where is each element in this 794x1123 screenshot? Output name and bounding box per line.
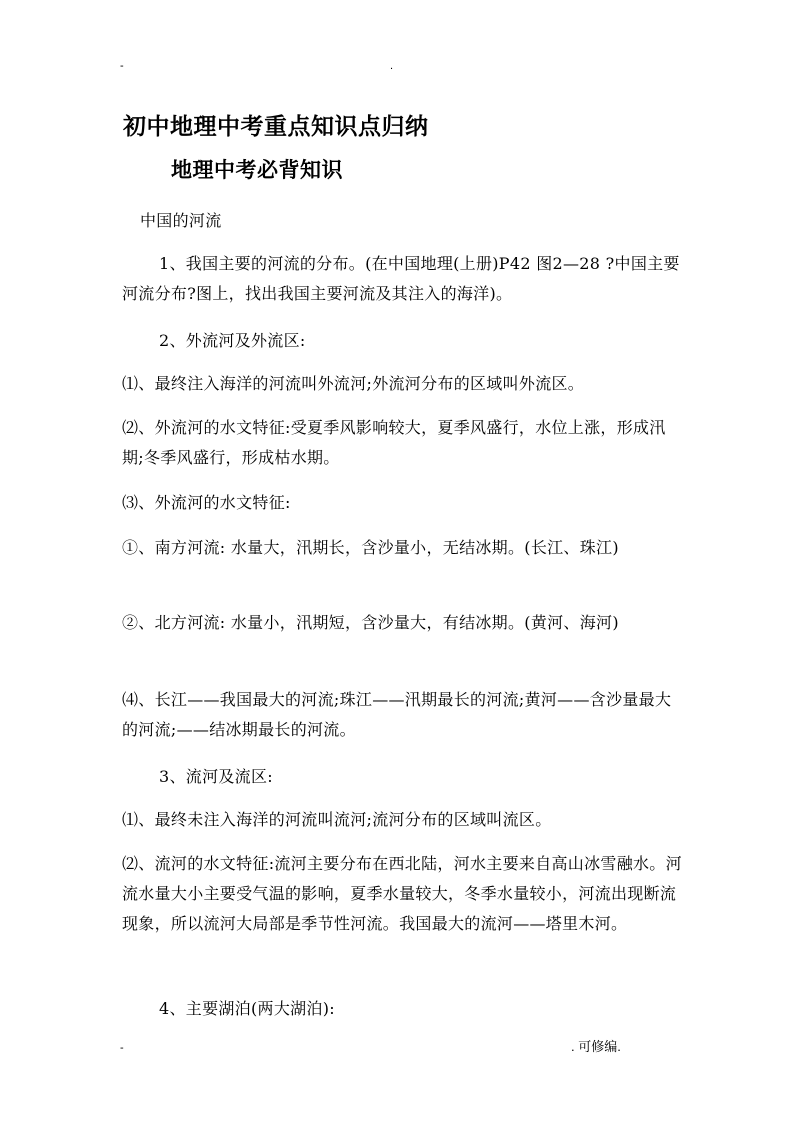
paragraph-8: ⑷、长江——我国最大的河流;珠江——汛期最长的河流;黄河——含沙量最大的河流;——结冰期最长的河流。	[122, 690, 672, 739]
paragraph-1: 1、我国主要的河流的分布。(在中国地理(上册)P42 图2—28 ?中国主要河流分布?图上，找出我国主要河流及其注入的海洋)。	[122, 254, 680, 303]
paragraph-11: ⑵、流河的水文特征:流河主要分布在西北陆，河水主要来自高山冰雪融水。河流水量大小主要受气温的影响，夏季水量较大，冬季水量较小，河流出现断流现象，所以流河大局部是季节性河流。我国最大的流河——塔里木河。	[122, 854, 682, 933]
section-heading: 中国的河流	[140, 211, 222, 230]
paragraph-7: ②、北方河流: 水量小，汛期短，含沙量大，有结冰期。(黄河、海河)	[122, 613, 619, 632]
paragraph-4: ⑵、外流河的水文特征:受夏季风影响较大，夏季风盛行，水位上涨，形成汛期;冬季风盛行，形成枯水期。	[122, 418, 666, 467]
paragraph-10: ⑴、最终未注入海洋的河流叫流河;流河分布的区域叫流区。	[122, 810, 552, 829]
header-left-mark: -	[120, 60, 124, 72]
paragraph-2: 2、外流河及外流区:	[159, 331, 306, 350]
paragraph-12: 4、主要湖泊(两大湖泊):	[159, 999, 335, 1018]
paragraph-5: ⑶、外流河的水文特征:	[122, 493, 291, 512]
document-title: 初中地理中考重点知识点归纳	[123, 113, 429, 140]
footer-left-mark: -	[120, 1042, 124, 1054]
footer-editable-note: . 可修编.	[571, 1039, 621, 1054]
header-right-mark: .	[390, 60, 394, 72]
paragraph-3: ⑴、最终注入海洋的河流叫外流河;外流河分布的区域叫外流区。	[122, 374, 585, 393]
paragraph-6: ①、南方河流: 水量大，汛期长，含沙量小，无结冰期。(长江、珠江)	[122, 538, 619, 557]
document-subtitle: 地理中考必背知识	[171, 157, 343, 182]
paragraph-9: 3、流河及流区:	[159, 767, 273, 786]
